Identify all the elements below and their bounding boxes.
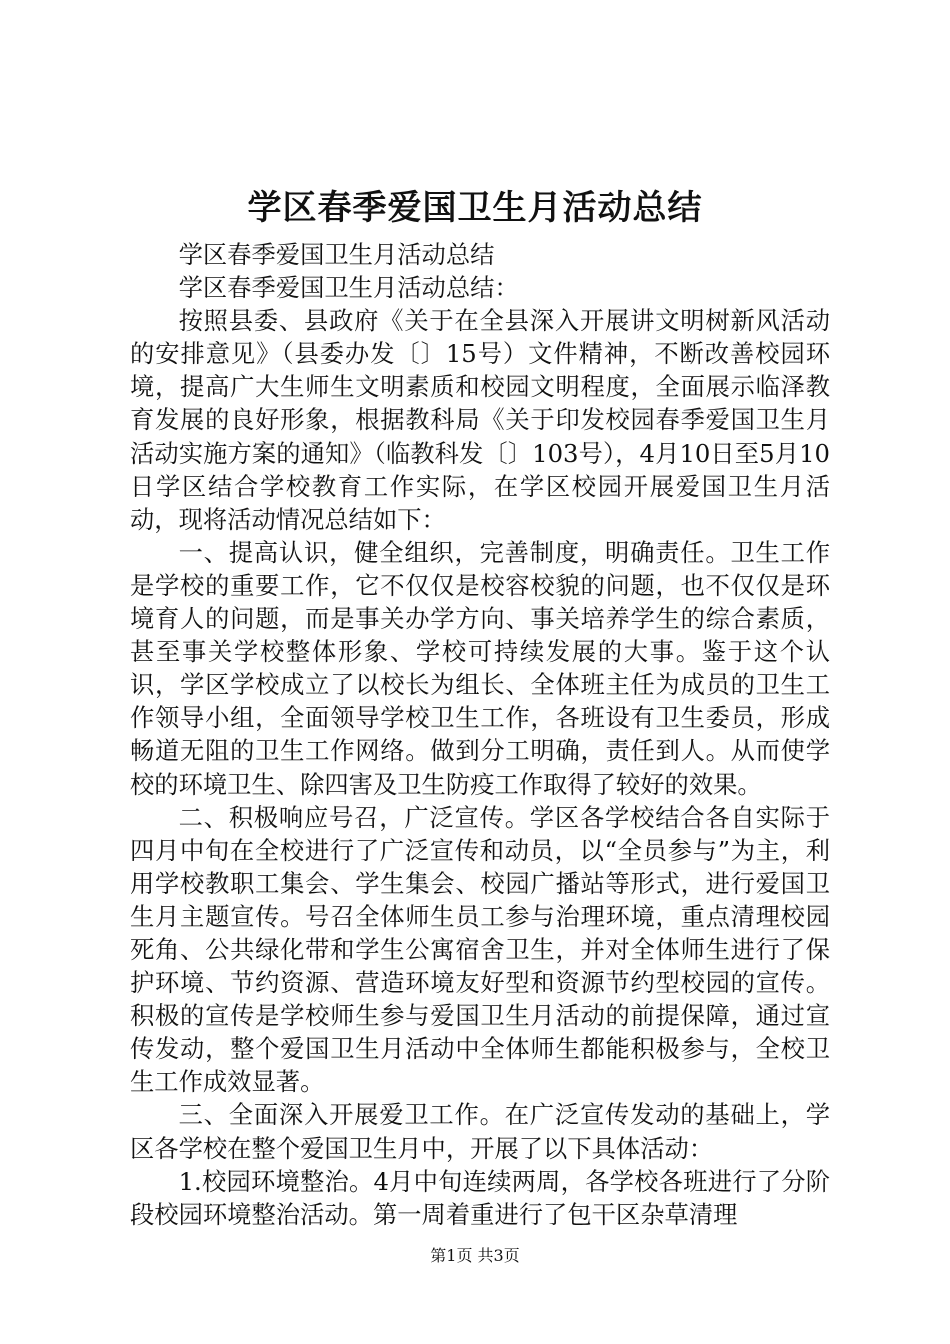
paragraph-section-1: 一、提高认识，健全组织，完善制度，明确责任。卫生工作是学校的重要工作，它不仅仅是校容校貌的问题，也不仅仅是环境育人的问题，而是事关办学方向、事关培养学生的综合素质，甚至事关学校整体形象、学校可持续发展的大事。鉴于这个认识，学区学校成立了以校长为组长、全体班主任为成员的卫生工作领导小组，全面领导学校卫生工作，各班设有卫生委员，形成畅道无阻的卫生工作网络。做到分工明确，责任到人。从而使学校的环境卫生、除四害及卫生防疫工作取得了较好的效果。 [130, 537, 830, 799]
document-title: 学区春季爱国卫生月活动总结 [247, 188, 703, 228]
paragraph-intro: 按照县委、县政府《关于在全县深入开展讲文明树新风活动的安排意见》（县委办发〔〕15号）文件精神，不断改善校园环境，提高广大生师生文明素质和校园文明程度，全面展示临泽教育发展的良好形象，根据教科局《关于印发校园春季爱国卫生月活动实施方案的通知》（临教科发〔〕103号），4月10日至5月10日学区结合学校教育工作实际，在学区校园开展爱国卫生月活动，现将活动情况总结如下： [130, 306, 830, 534]
paragraph-section-3: 三、全面深入开展爱卫工作。在广泛宣传发动的基础上，学区各学校在整个爱国卫生月中，开展了以下具体活动： [130, 1100, 830, 1163]
paragraph-section-2: 二、积极响应号召，广泛宣传。学区各学校结合各自实际于四月中旬在全校进行了广泛宣传和动员，以“全员参与”为主，利用学校教职工集会、学生集会、校园广播站等形式，进行爱国卫生月主题宣传。号召全体师生员工参与治理环境，重点清理校园死角、公共绿化带和学生公寓宿舍卫生，并对全体师生进行了保护环境、节约资源、营造环境友好型和资源节约型校园的宣传。积极的宣传是学校师生参与爱国卫生月活动的前提保障，通过宣传发动，整个爱国卫生月活动中全体师生都能积极参与，全校卫生工作成效显著。 [130, 802, 830, 1097]
page-number-footer: 第1页 共3页 [430, 1246, 520, 1265]
document-body [130, 238, 830, 1231]
paragraph-salutation: 学区春季爱国卫生月活动总结： [178, 273, 519, 303]
paragraph-heading-repeat: 学区春季爱国卫生月活动总结 [178, 240, 495, 269]
paragraph-item-1: 1.校园环境整治。4月中旬连续两周，各学校各班进行了分阶段校园环境整治活动。第一周着重进行了包干区杂草清理 [130, 1166, 830, 1229]
